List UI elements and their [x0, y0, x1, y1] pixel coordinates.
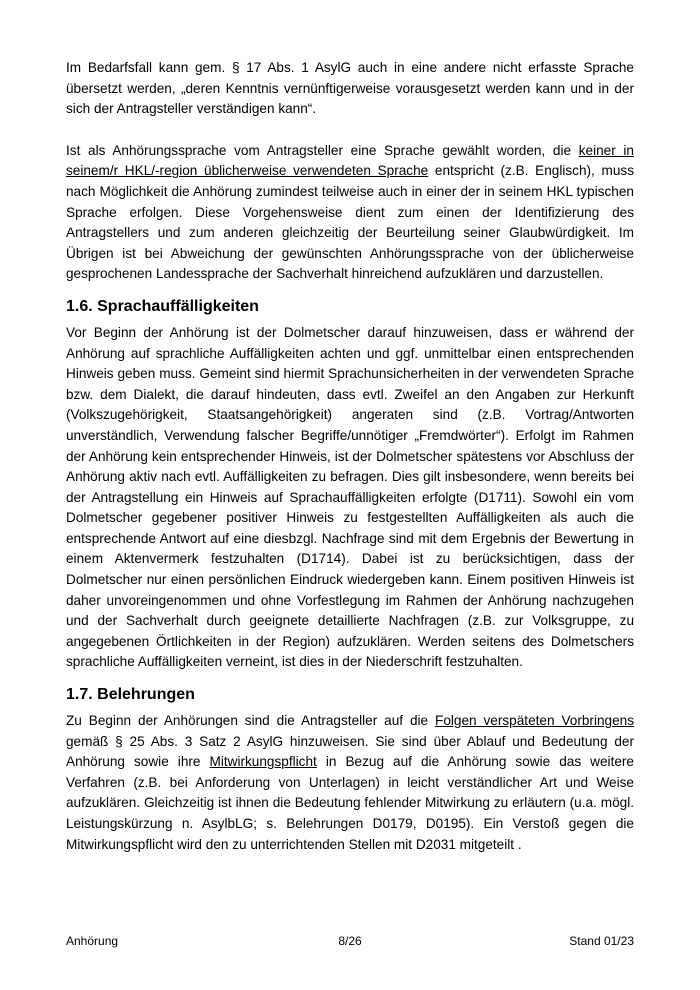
paragraph-text: in Bezug auf die Anhörung sowie das weitere Verfahren (z.B. bei Anforderung von Unterlagen) in leicht verständlicher Art und Weise aufzuklären. Gleichzeitig ist ihnen die Bedeutung fehlender Mitwirkung zu erläutern (u.a. mögl. Leistungskürzung n. AsylbLG; s. Belehrungen D0179, D0195). Ein Verstoß gegen die Mitwirkungspflicht wird den zu unterrichtenden Stellen mit D2031 mitgeteilt .	[66, 754, 634, 852]
paragraph-language-anomalies: Vor Beginn der Anhörung ist der Dolmetscher darauf hinzuweisen, dass er während der Anhörung auf sprachliche Auffälligkeiten achten und ggf. unmittelbar einen entsprechenden Hinweis geben muss. Gemeint sind hiermit Sprachunsicherheiten in der verwendeten Sprache bzw. dem Dialekt, die darauf hindeuten, dass evtl. Zweifel an den Angaben zur Herkunft (Volkszugehörigkeit, Staatsangehörigkeit) angeraten sind (z.B. Vortrag/Antworten unverständlich, Verwendung falscher Begriffe/unnötiger „Fremdwörter“). Erfolgt im Rahmen der Anhörung kein entsprechender Hinweis, ist der Dolmetscher spätestens vor Abschluss der Anhörung aktiv nach evtl. Auffälligkeiten zu befragen. Dies gilt insbesondere, wenn bereits bei der Antragstellung ein Hinweis auf Sprachauffälligkeiten erfolgte (D1711). Sowohl ein vom Dolmetscher gegebener positiver Hinweis zu festgestellten Auffälligkeiten als auch die entsprechende Antwort auf eine diesbzgl. Nachfrage sind mit dem Ergebnis der Bewertung in einem Aktenvermerk festzuhalten (D1714). Dabei ist zu berücksichtigen, dass der Dolmetscher nur einen persönlichen Eindruck wiedergeben kann. Einem positiven Hinweis ist daher unvoreingenommen und ohne Vorfestlegung im Rahmen der Anhörung nachzugehen und der Sachverhalt durch geeignete detaillierte Nachfragen (z.B. zur Volksgruppe, zu angegebenen Örtlichkeiten in der Region) aufzuklären. Werden seitens des Dolmetschers sprachliche Auffälligkeiten verneint, ist dies in der Niederschrift festzuhalten.	[66, 324, 634, 670]
page-number: 8/26	[338, 934, 362, 948]
paragraph-text: gemäß § 25 Abs. 3 Satz 2 AsylG hinzuweisen. Sie sind über Ablauf und Bedeutung der Anhörung sowie ihre	[66, 733, 634, 770]
underlined-phrase: keiner in seinem/r HKL/-region üblicherweise verwendeten Sprache	[66, 142, 634, 179]
section-heading-sprachauffaelligkeiten: 1.6. Sprachauffälligkeiten	[66, 297, 259, 315]
section-heading-belehrungen: 1.7. Belehrungen	[66, 686, 195, 704]
underlined-phrase: Folgen verspäteten Vorbringens	[435, 713, 634, 729]
paragraph-text: entspricht (z.B. Englisch), muss nach Möglichkeit die Anhörung zumindest teilweise auch in einer der in seinem HKL typischen Sprache erfolgen. Diese Vorgehensweise dient zum einen der Identifizierung des Antragstellers und zum anderen gleichzeitig der Beurteilung seiner Glaubwürdigkeit. Im Übrigen ist bei Abweichung der gewünschten Anhörungssprache von der üblicherweise gesprochenen Landessprache der Sachverhalt hinreichend aufzuklären und darzustellen.	[66, 163, 634, 282]
paragraph-translation-other-language: Im Bedarfsfall kann gem. § 17 Abs. 1 AsylG auch in eine andere nicht erfasste Sprache übersetzt werden, „deren Kenntnis vernünftigerweise vorausgesetzt werden kann und in der sich der Antragsteller verständigen kann“.	[66, 60, 634, 117]
footer-version: Stand 01/23	[569, 934, 634, 948]
paragraph-instructions	[66, 711, 634, 855]
paragraph-text: Zu Beginn der Anhörungen sind die Antragsteller auf die	[66, 713, 436, 729]
page-footer	[66, 932, 634, 950]
paragraph-text: Ist als Anhörungssprache vom Antragsteller eine Sprache gewählt worden, die	[66, 142, 579, 158]
paragraph-hearing-language	[66, 141, 634, 285]
underlined-phrase: Mitwirkungspflicht	[209, 754, 317, 770]
footer-title: Anhörung	[66, 934, 119, 948]
document-body	[66, 58, 634, 855]
